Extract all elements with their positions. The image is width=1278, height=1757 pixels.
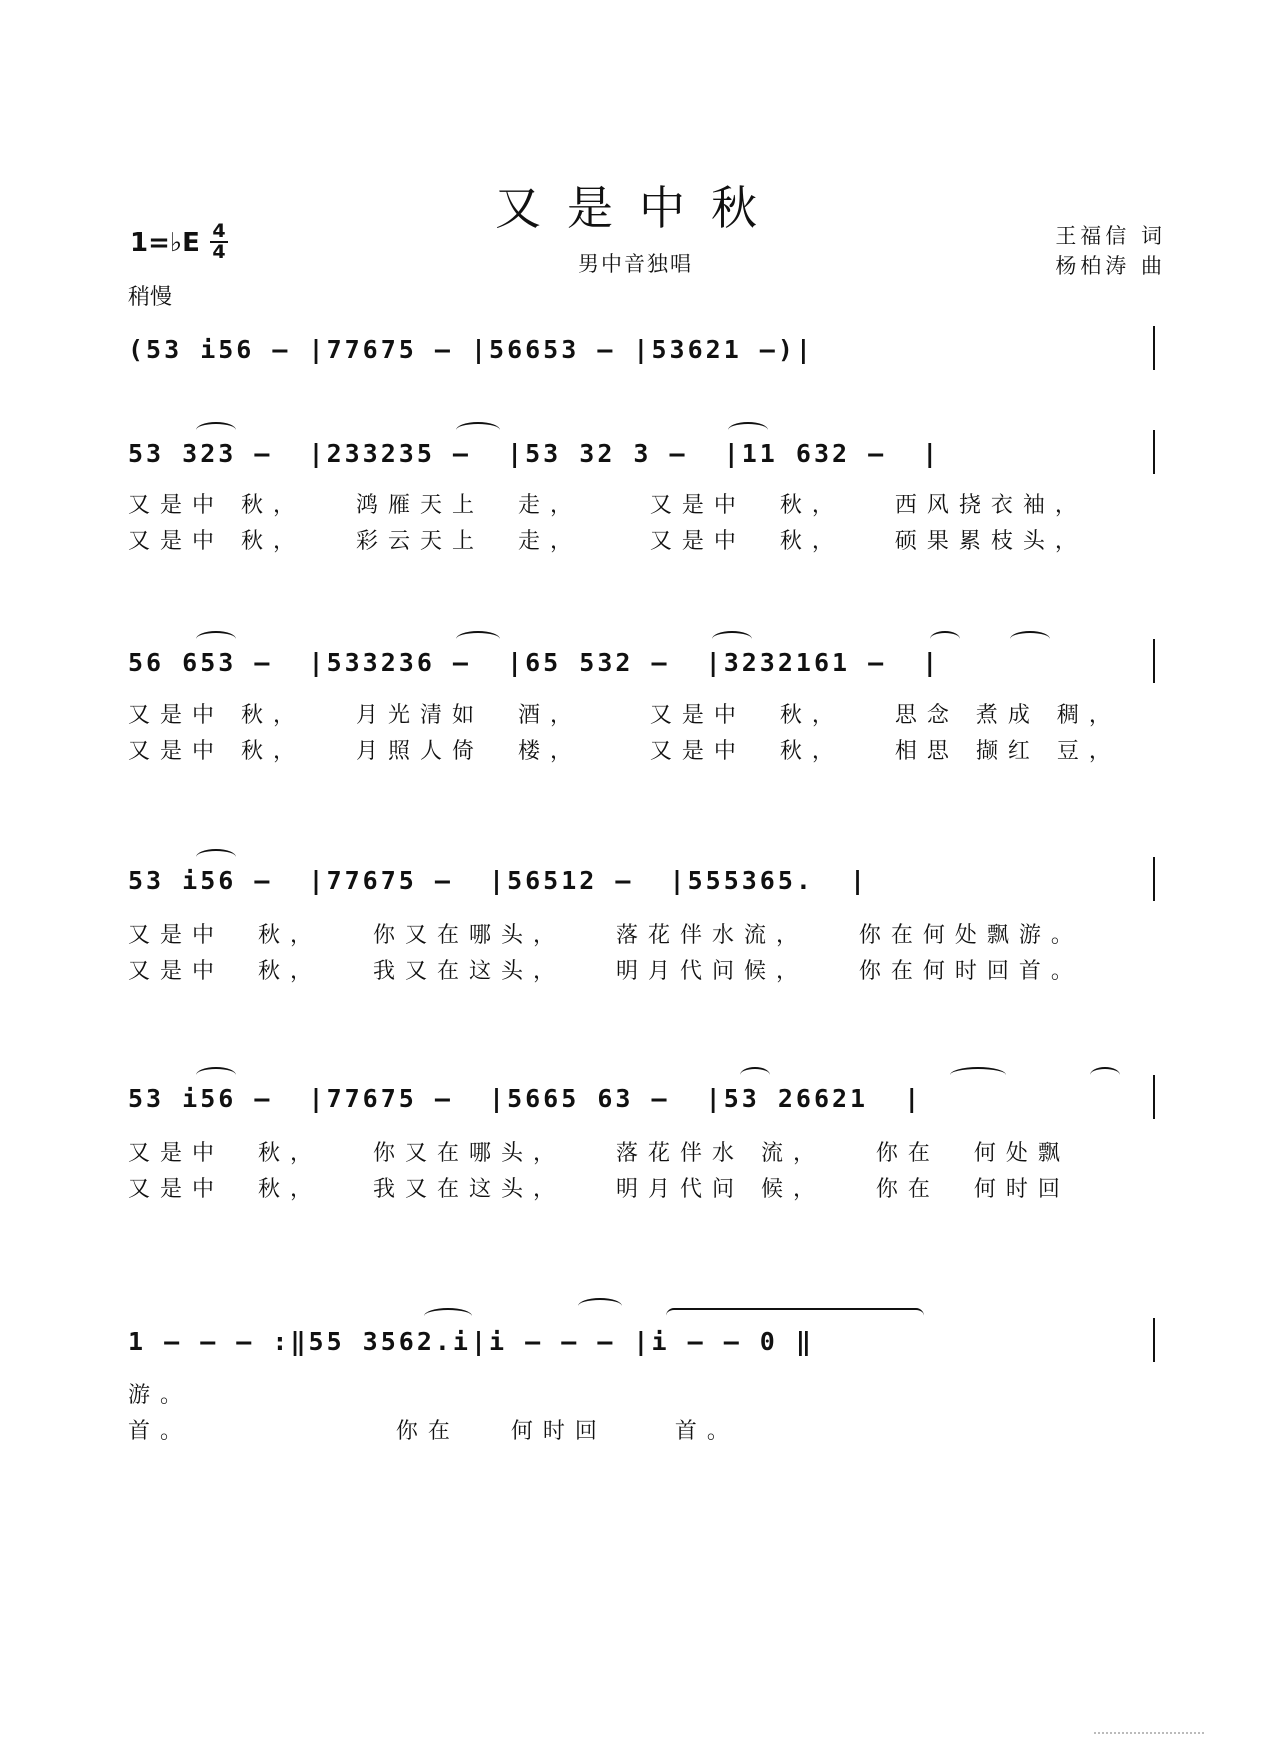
slur-mark <box>1010 631 1050 647</box>
slur-mark <box>196 631 236 647</box>
intro-row <box>0 330 1278 370</box>
lyric-line-2-verse-1: 又是中 秋， 月光清如 酒， 又是中 秋， 思念 煮成 稠， <box>128 703 1121 728</box>
page-footer-mark <box>1094 1732 1204 1737</box>
lyricist-credit: 王福信 词 <box>1055 224 1166 248</box>
notation-row-1 <box>0 434 1278 474</box>
time-signature-denominator: 4 <box>212 241 226 263</box>
barline <box>1153 857 1155 901</box>
notation-row-2 <box>0 643 1278 683</box>
slur-mark <box>930 631 960 647</box>
row-notes: 53 323 – |233235 – |53 32 3 – |11 632 – | <box>128 439 941 468</box>
barline <box>1153 326 1155 370</box>
intro-notes: (53 i56 – |77675 – |56653 – |53621 –)| <box>128 335 814 364</box>
slur-mark <box>456 631 500 647</box>
barline <box>1153 1318 1155 1362</box>
slur-mark <box>740 1067 770 1083</box>
lyric-line-5-verse-1: 游。 <box>128 1383 193 1408</box>
barline <box>1153 1075 1155 1119</box>
slur-mark <box>1090 1067 1120 1083</box>
notation-row-3 <box>0 861 1278 901</box>
time-signature-numerator: 4 <box>210 222 228 243</box>
row-notes: 53 i56 – |77675 – |56512 – |555365. | <box>128 866 869 895</box>
slur-mark <box>196 849 236 865</box>
song-subtitle: 男中音独唱 <box>578 252 693 276</box>
slur-mark <box>196 422 236 438</box>
lyric-line-3-verse-2: 又是中 秋， 我又在这头， 明月代问候， 你在何时回首。 <box>128 959 1083 984</box>
slur-mark <box>424 1308 472 1324</box>
row-notes: 56 653 – |533236 – |65 532 – |3232161 – | <box>128 648 941 677</box>
slur-mark <box>456 422 500 438</box>
row-notes: 53 i56 – |77675 – |5665 63 – |53 26621 | <box>128 1084 923 1113</box>
song-title: 又是中秋 <box>495 181 783 235</box>
time-signature <box>210 222 228 262</box>
lyric-line-5-verse-2: 首。 你在 何时回 首。 <box>128 1419 739 1444</box>
lyric-line-4-verse-2: 又是中 秋， 我又在这头， 明月代问 候， 你在 何时回 <box>128 1177 1070 1202</box>
lyric-line-4-verse-1: 又是中 秋， 你又在哪头， 落花伴水 流， 你在 何处飘 <box>128 1141 1070 1166</box>
composer-credit: 杨柏涛 曲 <box>1055 254 1166 278</box>
slur-mark <box>950 1067 1006 1083</box>
barline <box>1153 639 1155 683</box>
slur-mark <box>712 631 752 647</box>
key-signature: 1=♭E <box>130 228 200 258</box>
notation-row-5 <box>0 1322 1278 1362</box>
slur-mark <box>196 1067 236 1083</box>
notation-row-4 <box>0 1079 1278 1119</box>
tie-mark <box>666 1308 924 1324</box>
row-notes: 1 – – – :‖55 3562.i|i – – – |i – – 0 ‖ <box>128 1327 814 1356</box>
lyric-line-2-verse-2: 又是中 秋， 月照人倚 楼， 又是中 秋， 相思 撷红 豆， <box>128 739 1121 764</box>
tempo-marking: 稍慢 <box>128 285 173 310</box>
lyric-line-1-verse-1: 又是中 秋， 鸿雁天上 走， 又是中 秋， 西风挠衣袖， <box>128 493 1087 518</box>
barline <box>1153 430 1155 474</box>
slur-mark <box>728 422 768 438</box>
lyric-line-1-verse-2: 又是中 秋， 彩云天上 走， 又是中 秋， 硕果累枝头， <box>128 529 1087 554</box>
slur-mark <box>578 1298 622 1314</box>
lyric-line-3-verse-1: 又是中 秋， 你又在哪头， 落花伴水流， 你在何处飘游。 <box>128 923 1083 948</box>
